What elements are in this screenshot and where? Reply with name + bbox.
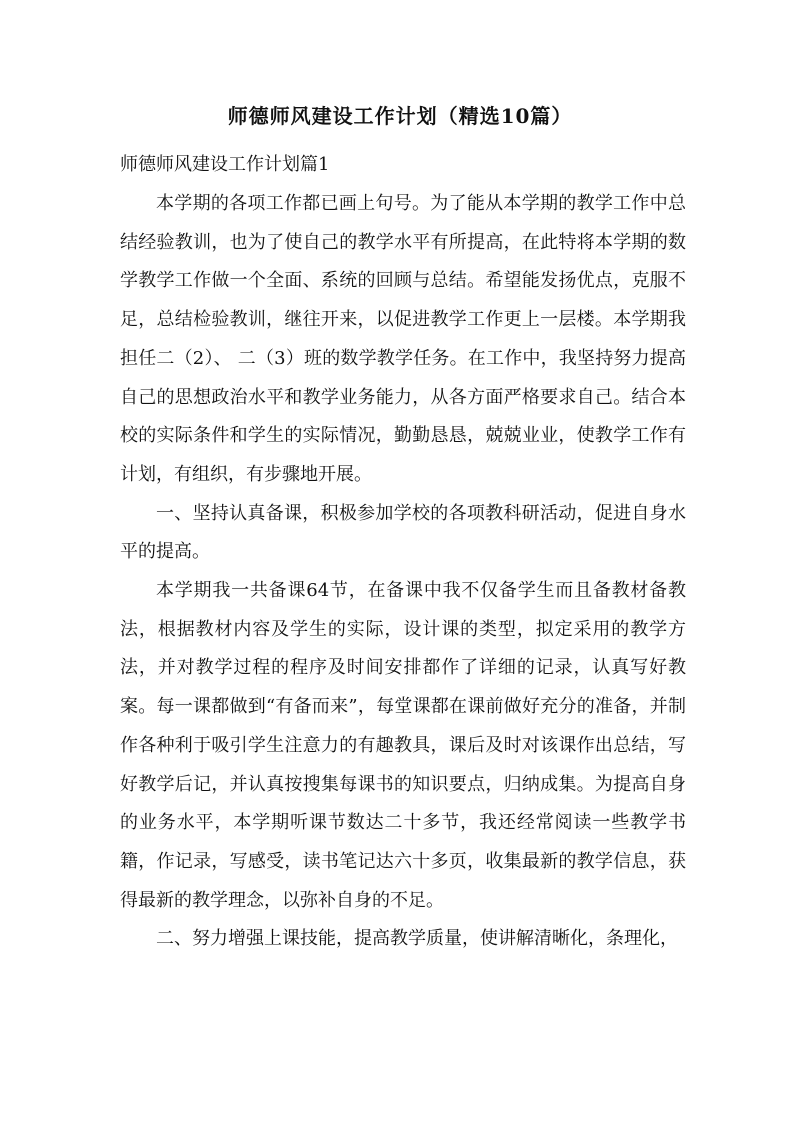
paragraph-intro: 本学期的各项工作都已画上句号。为了能从本学期的教学工作中总结经验教训，也为了使自己的教学水平有所提高，在此特将本学期的数学教学工作做一个全面、系统的回顾与总结。希望能发扬优点，克服不足，总结检验教训，继往开来，以促进教学工作更上一层楼。本学期我担任二（2）、 二（3）班的数学教学任务。在工作中，我坚持努力提高自己的思想政治水平和教学业务能力，从各方面严格要求自己。结合本校的实际条件和学生的实际情况，勤勤恳恳，兢兢业业，使教学工作有计划，有组织，有步骤地开展。 — [120, 193, 686, 485]
paragraph-lesson-prep: 本学期我一共备课64节，在备课中我不仅备学生而且备教材备教法，根据教材内容及学生的实际，设计课的类型，拟定采用的教学方法，并对教学过程的程序及时间安排都作了详细的记录，认真写好教案。每一课都做到“有备而来”，每堂课都在课前做好充分的准备，并制作各种利于吸引学生注意力的有趣教具，课后及时对该课作出总结，写好教学后记，并认真按搜集每课书的知识要点，归纳成集。为提高自身的业务水平，本学期听课节数达二十多节，我还经常阅读一些教学书籍，作记录，写感受，读书笔记达六十多页，收集最新的教学信息，获得最新的教学理念，以弥补自身的不足。 — [120, 580, 686, 911]
document-body — [120, 185, 686, 959]
paragraph-heading-two: 二、努力增强上课技能，提高教学质量，使讲解清晰化，条理化， — [156, 928, 678, 950]
document-title: 师德师风建设工作计划（精选10篇） — [227, 104, 573, 128]
paragraph-heading-one: 一、坚持认真备课，积极参加学校的各项教科研活动，促进自身水平的提高。 — [120, 502, 686, 563]
section-heading: 师德师风建设工作计划篇1 — [120, 154, 330, 175]
